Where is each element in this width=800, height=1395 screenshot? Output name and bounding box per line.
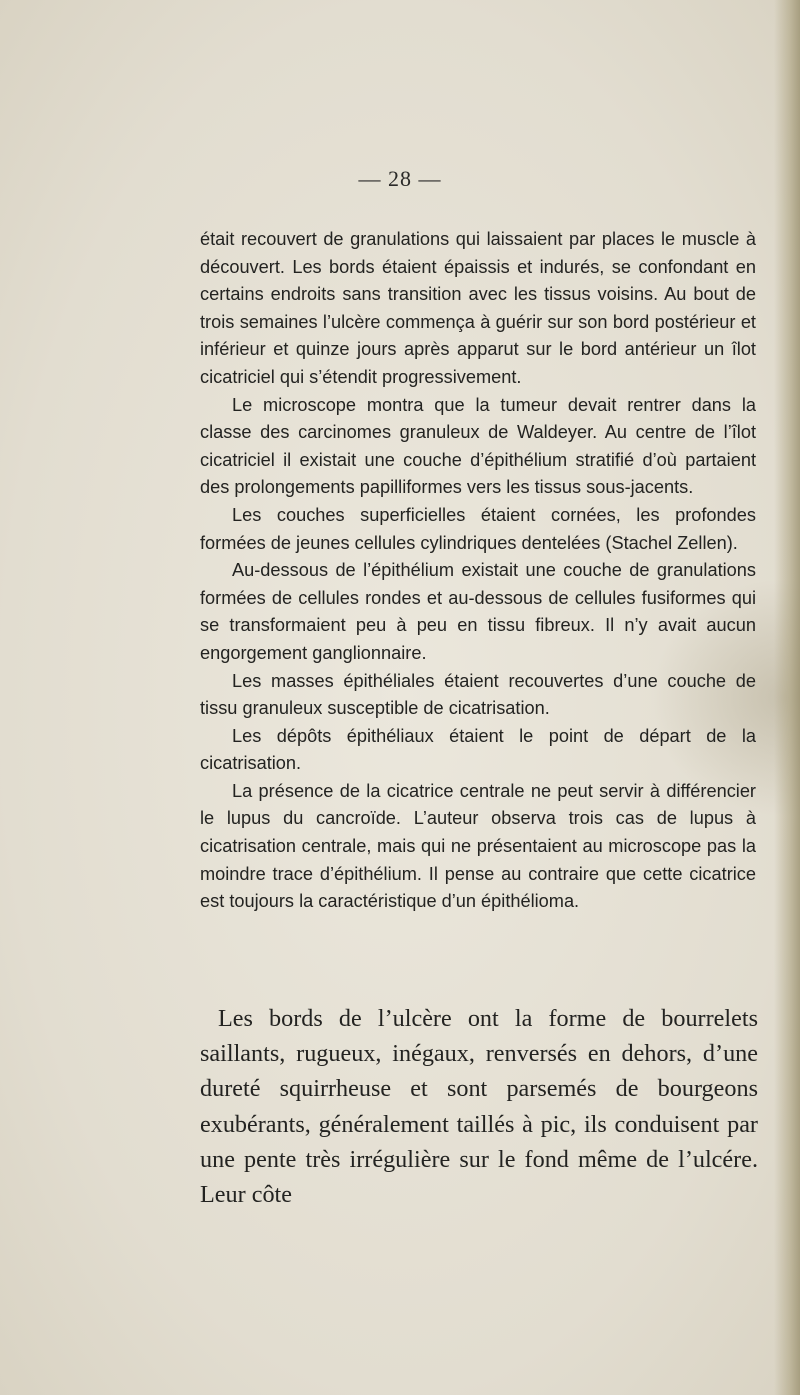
paragraph-continuation: était recouvert de granulations qui laissaient par places le muscle à découvert. Les bords étaient épaissis et indurés, se confondant en certains endroits sans transition avec les tissus voisins. Au bout de trois semaines l’ulcère commença à guérir sur son bord postérieur et inférieur et quinze jours après apparut sur le bord antérieur un îlot cicatriciel qui s’étendit progressivement. <box>200 229 756 387</box>
paragraph-couches: Les couches superficielles étaient cornées, les profondes formées de jeunes cellules cylindriques dentelées (Stachel Zellen). <box>200 504 756 553</box>
page-edge-shadow <box>774 0 800 1395</box>
paragraph-cicatrice: La présence de la cicatrice centrale ne peut servir à différencier le lupus du cancroïde. L’auteur observa trois cas de lupus à cicatrisation centrale, mais qui ne présentaient au microscope pas la moindre trace d’épithélium. Il pense au contraire que cette cicatrice est toujours la caractéristique d’un épithélioma. <box>200 780 756 912</box>
paragraph-microscope: Le microscope montra que la tumeur devait rentrer dans la classe des carcinomes granuleux de Waldeyer. Au centre de l’îlot cicatriciel il existait une couche d’épithélium stratifié d’où partaient des prolongements papilliformes vers les tissus sous-jacents. <box>200 394 756 498</box>
paragraph-masses: Les masses épithéliales étaient recouvertes d’une couche de tissu granuleux susceptible de cicatrisation. <box>200 670 756 719</box>
paragraph-bords-ulcere: Les bords de l’ulcère ont la forme de bourrelets saillants, rugueux, inégaux, renversés en dehors, d’une dureté squirrheuse et sont parsemés de bourgeons exubérants, généralement taillés à pic, ils conduisent par une pente très irrégulière sur le fond même de l’ulcére. Leur côte <box>200 1005 758 1209</box>
page-number: — 28 — <box>358 166 442 191</box>
paragraph-granulations: Au-dessous de l’épithélium existait une couche de granulations formées de cellules rondes et au-dessous de cellules fusiformes qui se transformaient peu à peu en tissu fibreux. Il n’y avait aucun engorgement ganglionnaire. <box>200 560 756 663</box>
paragraph-depots: Les dépôts épithéliaux étaient le point de départ de la cicatrisation. <box>200 725 756 774</box>
body-text-section <box>200 226 756 916</box>
large-text-section <box>200 1001 758 1212</box>
